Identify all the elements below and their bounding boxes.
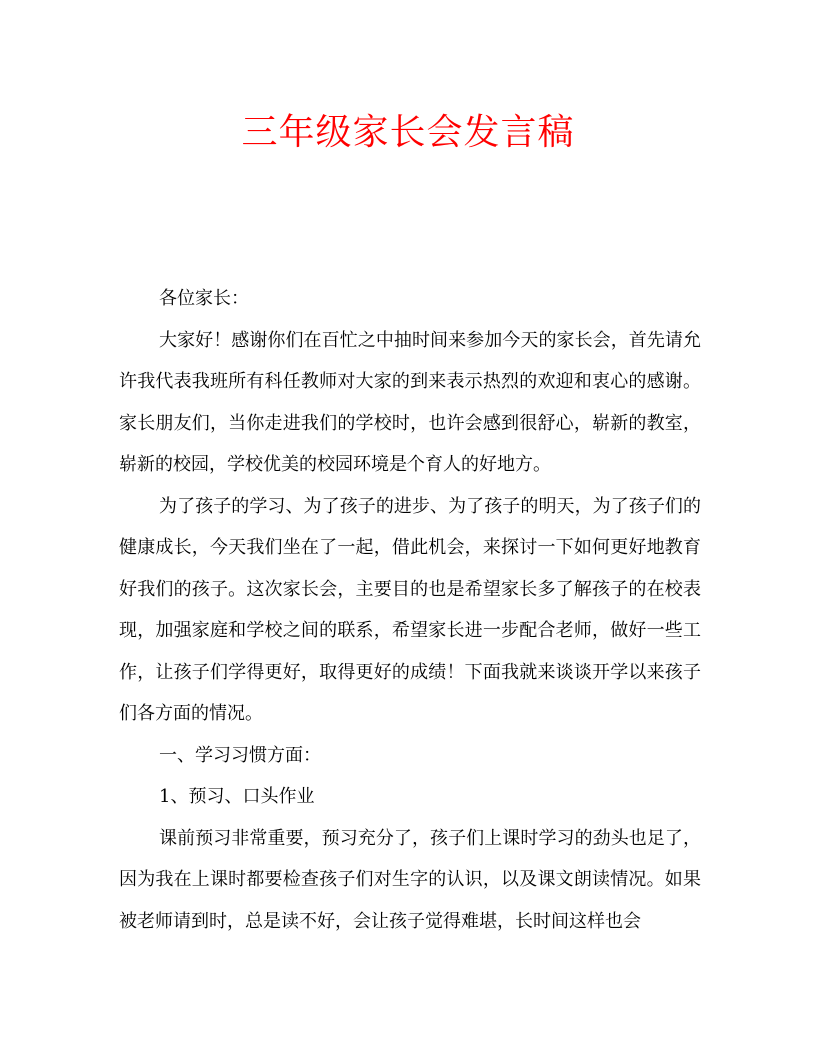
document-body: [119, 278, 701, 942]
preview-paragraph: 课前预习非常重要，预习充分了，孩子们上课时学习的劲头也足了，因为我在上课时都要检查孩子们对生字的认识，以及课文朗读情况。如果被老师请到时，总是读不好，会让孩子觉得难堪，长时间这样也会: [119, 827, 701, 932]
salutation-paragraph: 各位家长：: [159, 288, 249, 309]
welcome-paragraph: 大家好！感谢你们在百忙之中抽时间来参加今天的家长会，首先请允许我代表我班所有科任教师对大家的到来表示热烈的欢迎和衷心的感谢。家长朋友们，当你走进我们的学校时，也许会感到很舒心，崭新的教室，崭新的校园，学校优美的校园环境是个育人的好地方。: [119, 329, 701, 475]
section-heading: 一、学习习惯方面：: [159, 744, 321, 766]
document-title: 三年级家长会发言稿: [241, 112, 575, 153]
purpose-paragraph: 为了孩子的学习、为了孩子的进步、为了孩子的明天，为了孩子们的健康成长，今天我们坐在了一起，借此机会，来探讨一下如何更好地教育好我们的孩子。这次家长会，主要目的也是希望家长多了解孩子的在校表现，加强家庭和学校之间的联系，希望家长进一步配合老师，做好一些工作，让孩子们学得更好，取得更好的成绩！下面我就来谈谈开学以来孩子们各方面的情况。: [119, 495, 701, 724]
subsection-heading: 1、预习、口头作业: [159, 786, 315, 807]
